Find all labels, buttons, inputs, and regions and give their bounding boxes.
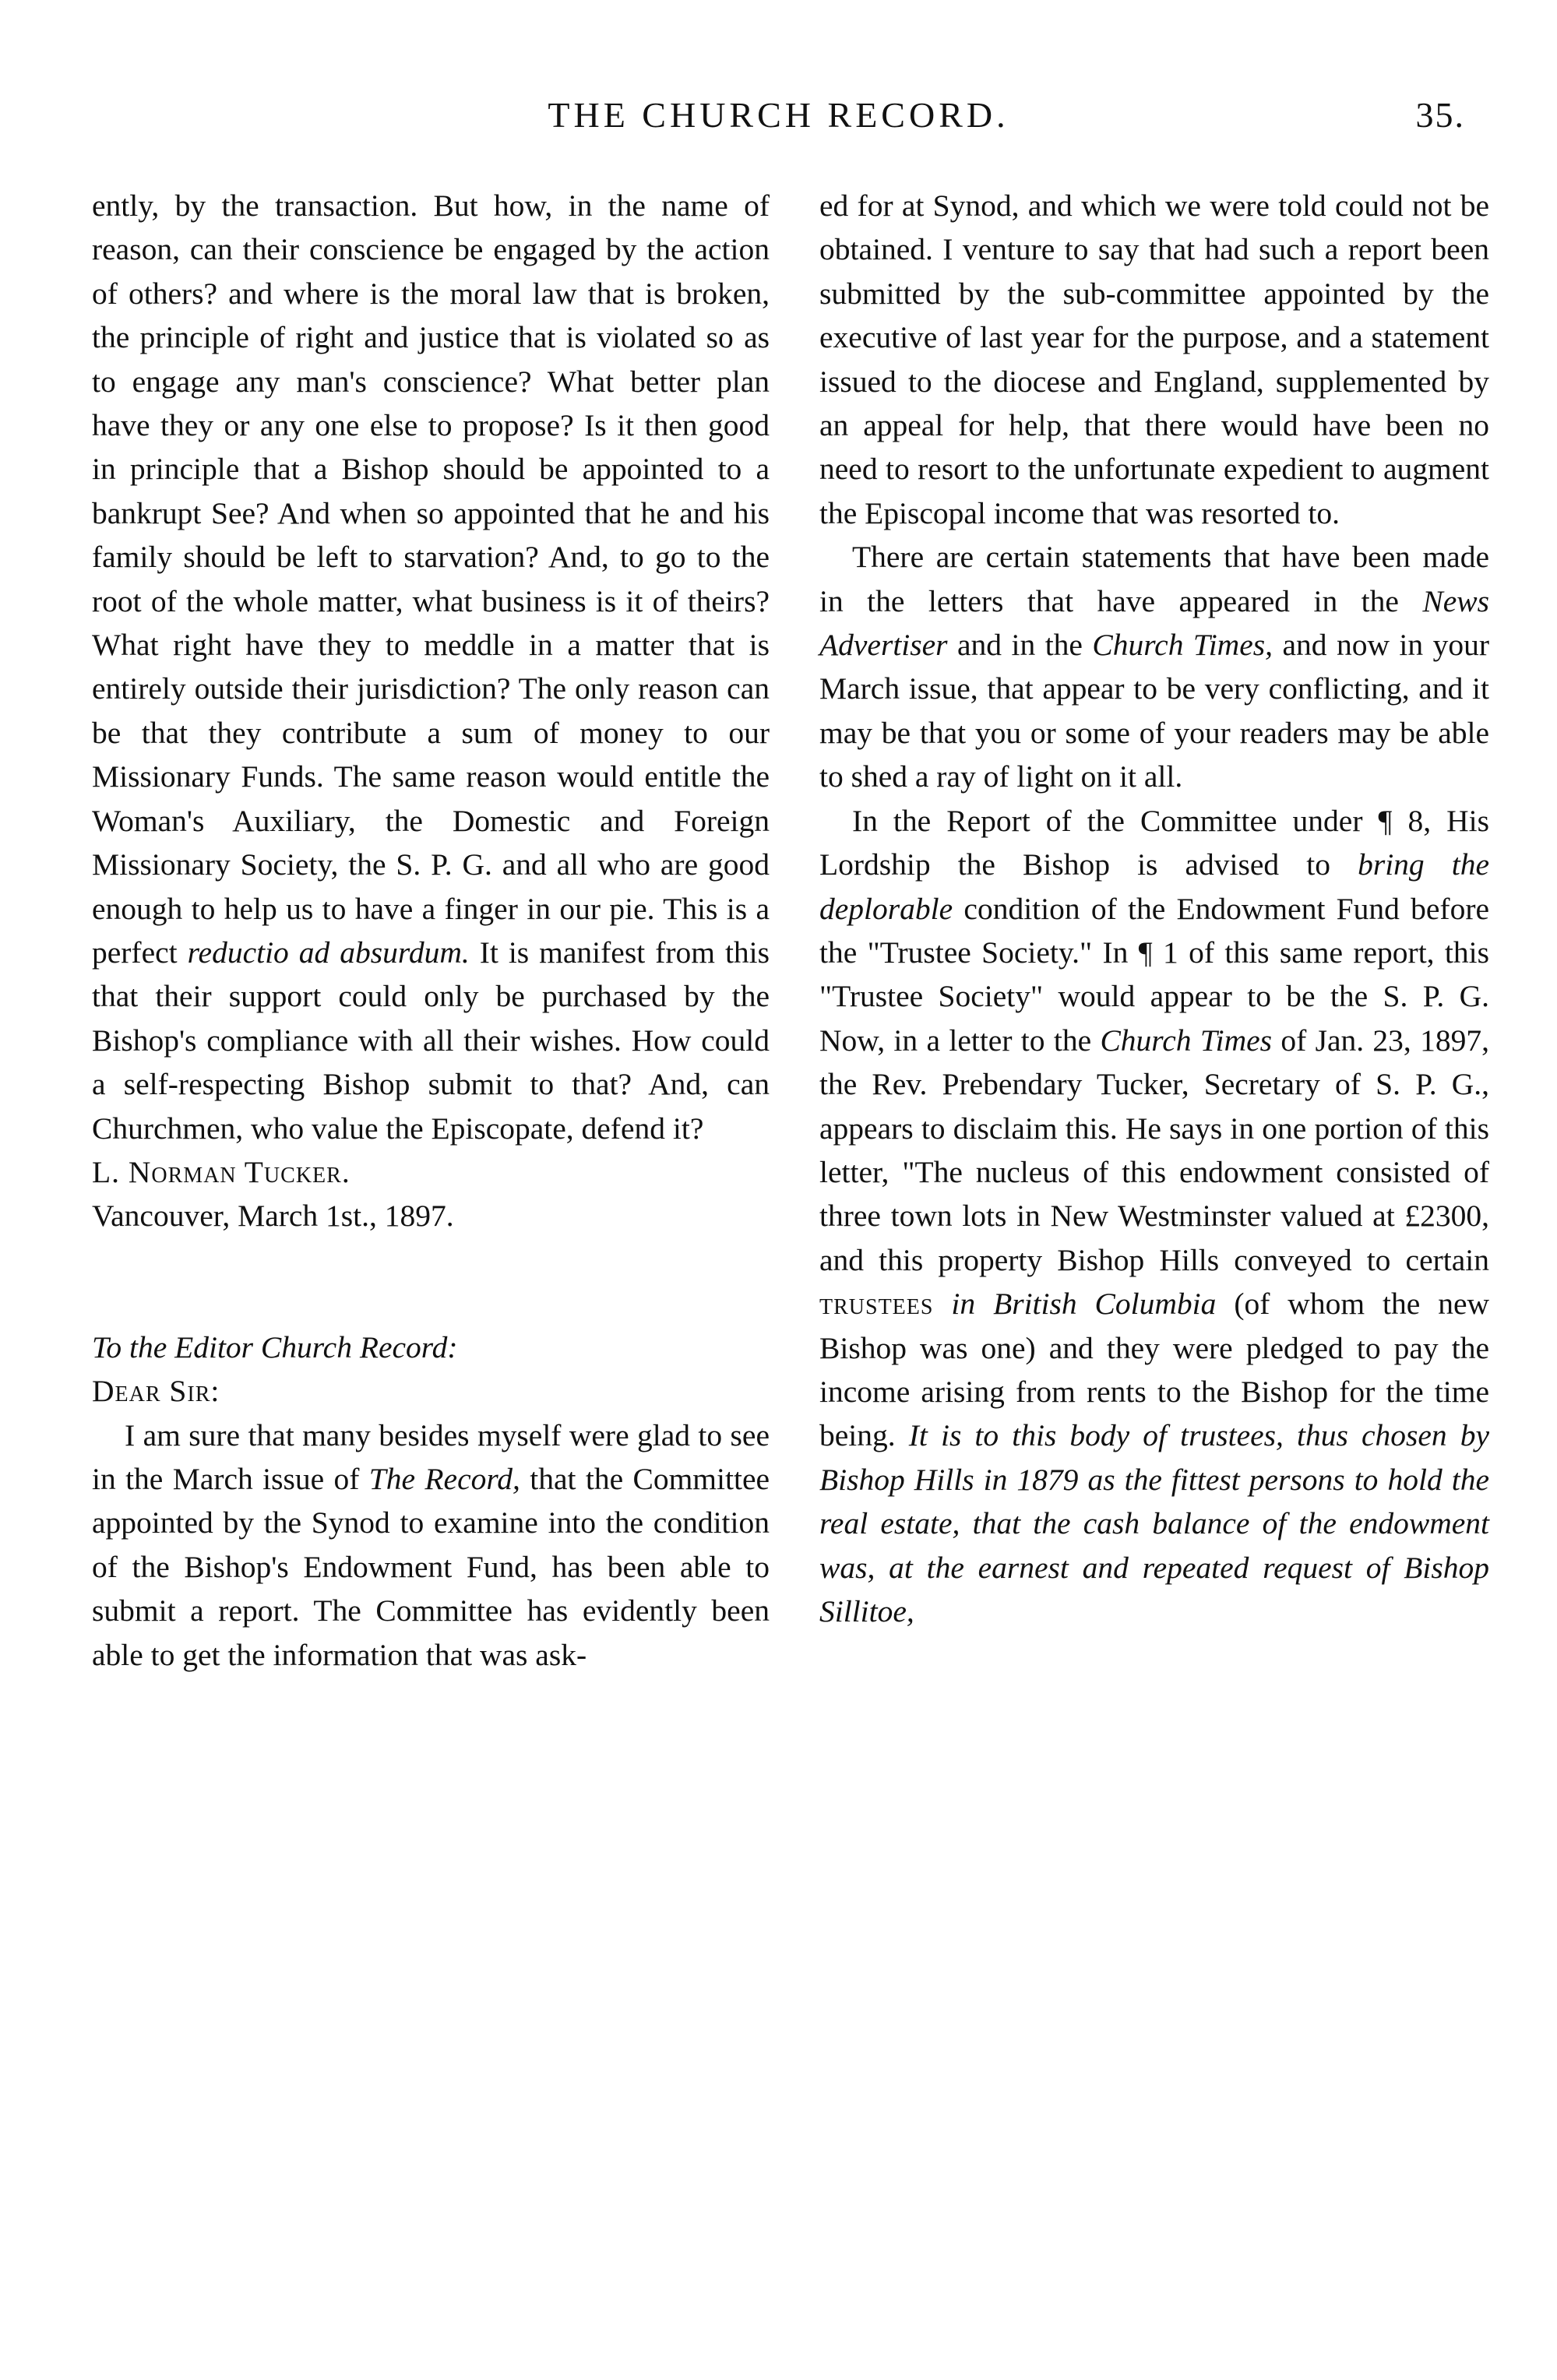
- running-head: [0, 92, 1557, 139]
- letter2-p2-text: There are certain statements that have been made in the letters that have appeared in the: [819, 540, 1489, 618]
- letter2-paragraph-1-continued: ed for at Synod, and which we were told could not be obtained. I venture to say that had such a report been submitted by the sub-committee appointed by the executive of last year for the purpose, and a statement issued to the diocese and England, supplemented by an appeal for help, that there would have been no need to resort to the unfortunate expedient to augment the Episcopal income that was resorted to.: [819, 188, 1489, 530]
- letter2-paragraph-3: [819, 799, 1489, 1634]
- left-column: [92, 184, 770, 1677]
- newspaper-title: Church Times,: [1092, 628, 1273, 663]
- italic-phrase: bring the deplorable: [819, 847, 1490, 926]
- newspaper-title: News Advertiser: [819, 583, 1489, 663]
- letter2-p3-text-mid2: of Jan. 23, 1897, the Rev. Prebendary Tucker, Secretary of S. P. G., appears to disclaim this. He says in one portion of this letter, "The nucleus of this endowment consisted of three town lots in New Westminster valued at £2300, and this property Bishop Hills conveyed to certain: [819, 1023, 1490, 1277]
- letter2-p1-text-end: that the Committee appointed by the Synod to examine into the condition of the Bishop's Endowment Fund, has been able to submit a report. The Committee has evidently been able to get the information that was ask-: [92, 1461, 770, 1672]
- letter2-p3-text-mid3: (of whom the new Bishop was one) and they were pledged to pay the income arising from rents to the Bishop for the time being.: [819, 1287, 1489, 1453]
- letter2-paragraph-2: [819, 535, 1489, 798]
- letter2-addressee: To the Editor Church Record:: [92, 1329, 458, 1364]
- page-number: 35.: [1415, 95, 1465, 135]
- letter2-paragraph-1: [92, 1414, 770, 1677]
- right-column: [819, 184, 1489, 1633]
- letter1-body: ently, by the transaction. But how, in the name of reason, can their conscience be engaged by the action of others? and where is the moral law that is broken, the principle of right and justice that is violated so as to engage any man's conscience? What better plan have they or any one else to propose? Is it then good in principle that a Bishop should be appointed to a bankrupt See? And when so appointed that he and his family should be left to starvation? And, to go to the root of the whole matter, what business is it of theirs? What right have they to meddle in a matter that is entirely outside their jurisdiction? The only reason can be that they contribute a sum of money to our Missionary Funds. The same reason would entitle the Woman's Auxiliary, the Domestic and Foreign Missionary Society, the S. P. G. and all who are good enough to help us to have a finger in our pie. This is a perfect: [92, 188, 770, 970]
- letter1-signature: L. Norman Tucker.: [92, 1154, 351, 1189]
- record-title: The Record,: [368, 1461, 520, 1496]
- letter1-body-end: It is manifest from this that their support could only be purchased by the Bishop's compliance with all their wishes. How could a self-respecting Bishop submit to that? And, can Churchmen, who value the Episcopate, defend it?: [92, 935, 770, 1146]
- italic-passage: It is to this body of trustees, thus chosen by Bishop Hills in 1879 as the fittest persons to hold the real estate, that the cash balance of the endowment was, at the earnest and repeated request of Bishop Sillitoe,: [819, 1418, 1490, 1628]
- letter2-p3-text: In the Report of the Committee under ¶ 8, His Lordship the Bishop is advised to: [819, 803, 1489, 882]
- letter-continuation-paragraph: [92, 184, 770, 1150]
- letter2-p2-text-end: and now in your March issue, that appear to be very conflicting, and it may be that you or some of your readers may be able to shed a ray of light on it all.: [819, 628, 1490, 794]
- trustees-word: trustees: [819, 1287, 934, 1322]
- letter2-salutation: Dear Sir:: [92, 1374, 220, 1409]
- newspaper-title: Church Times: [1100, 1023, 1273, 1058]
- running-title: THE CHURCH RECORD.: [548, 95, 1009, 135]
- latin-phrase: reductio ad absurdum.: [187, 935, 470, 970]
- letter2-p3-text-mid: condition of the Endowment Fund before the "Trustee Society." In ¶ 1 of this same report, this "Trustee Society" would appear to be the S. P. G. Now, in a letter to the: [819, 891, 1490, 1058]
- letter2-p2-text-mid: and in the: [957, 628, 1083, 663]
- letter2-p1-text: I am sure that many besides myself were glad to see in the March issue of: [92, 1417, 770, 1496]
- italic-phrase: in British Columbia: [951, 1287, 1217, 1322]
- letter1-dateline: Vancouver, March 1st., 1897.: [92, 1199, 454, 1234]
